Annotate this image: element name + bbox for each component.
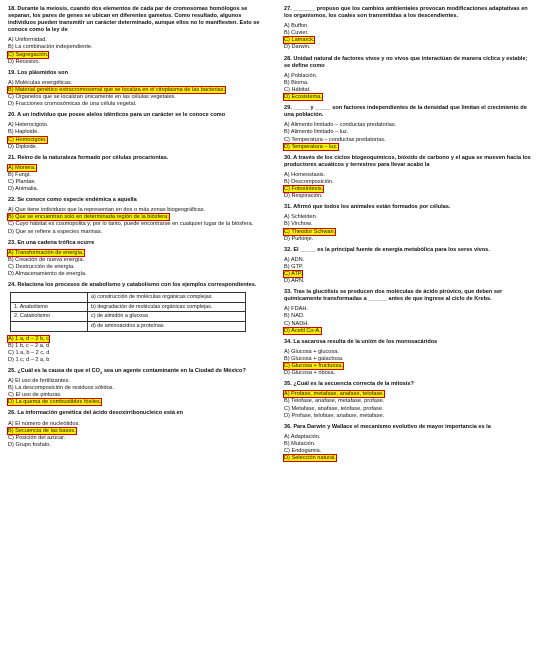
option-a: A) El uso de fertilizantes. [8,378,70,385]
option-c [284,229,534,236]
option-d: D) Almacenamiento de energía. [8,271,87,277]
option-d [284,328,534,335]
question-stem: 33. Tras la glucólisis se producen dos moléculas de ácido pirúvico, que deben ser químicamente transformadas a ______ antes de que ingrese al ciclo de Krebs. [284,289,503,303]
answer-highlight: B) Material genético extracromosomal que se localiza en el citoplasma de las bacterias. [8,86,226,93]
question-stem: 21. Reino de la naturaleza formado por células procariontas. [8,154,169,161]
option-a: A) Adaptación. [284,433,321,440]
option-c [284,271,534,278]
option-d: D) Darwin. [284,44,311,51]
table-cell-empty [11,321,88,331]
answer-highlight: B) Secuencia de las bases. [8,427,76,434]
option-c: C) Metafase, anafase, telofase, profase. [284,405,384,412]
option-a: A) Que tiene individuos que la representan en dos o más zonas biogeográficas. [8,207,206,214]
subscript: 2 [100,370,103,376]
question-stem: 35. ¿Cuál es la secuencia correcta de la mitosis? [284,381,414,388]
option-c: C) Posición del azúcar. [8,434,66,441]
option-a: A) Buffon. [284,23,309,30]
option-a: A) Uniformidad. [8,37,47,44]
option-c [284,37,534,44]
option-d: D) Animalia. [8,186,39,193]
table-cell-empty [11,293,88,303]
answer-highlight: B) Que se encuentran solo en determinada región de la biósfera. [8,214,169,221]
option-c: C) Temperatura – conductas predatorias. [284,136,386,143]
option-c [8,52,264,59]
table-cell-example: d) de aminoácidos a proteínas [88,321,246,331]
question-stem: 19. Los plásmidos son [8,69,68,76]
answer-highlight: A) Transformación de energía. [8,249,84,256]
left-column [8,6,264,453]
option-d [284,455,534,462]
option-b: B) Haploide. [8,129,39,136]
option-b: B) Descomposición. [284,178,334,185]
question-stem: 36. Para Darwin y Wallace el mecanismo evolutivo de mayor importancia es la [284,423,491,430]
option-a [284,391,534,398]
answer-highlight: A) Monera. [8,164,36,171]
option-a: A) Alimento limitado – conductas predatorias. [284,122,397,129]
question-stem: 31. Afirmó que todos los animales están formados por células. [284,204,451,211]
option-b: B) NAD. [284,313,305,320]
question-28 [284,56,534,102]
answer-highlight: D) Ecosistema. [284,94,322,101]
relation-table [10,292,246,331]
option-c: C) Hábitat. [284,86,311,93]
option-a: A) Población. [284,72,318,79]
option-c [284,186,534,193]
option-d: D) Glucosa + ribosa. [284,370,336,377]
option-c: C) El uso de pinturas. [8,392,62,399]
option-b: B) Fungi. [8,171,31,178]
question-36 [284,424,534,462]
option-d: D) Recesivo. [8,58,41,65]
option-d [284,144,534,151]
option-b: B) Telofase, anafase, metafase, profase. [284,398,385,405]
question-stem: 26. La información genética del ácido desoxirribonucleico está en [8,410,184,417]
right-column [284,6,534,466]
option-b: B) Alimento limitado – luz. [284,129,349,136]
option-c: C) Destrucción de energía. [8,263,75,270]
question-23 [8,240,264,278]
option-a: A) Schleiden. [284,214,318,221]
option-d: D) Fracciones cromosómicas de una célula vegetal. [8,101,137,108]
option-b: B) Creación de nueva energía. [8,256,85,263]
option-a: A) Heterocigoto. [8,122,49,129]
table-cell-process: 1. Anabolismo [11,302,88,312]
option-d: D) Respiración. [284,193,323,200]
answer-highlight: C) Homocigoto. [8,136,47,143]
option-a: A) Glucosa + glucosa. [284,348,339,355]
option-b: B) GTP. [284,263,304,270]
question-24 [8,282,264,364]
option-b: B) La descomposición de residuos sólidos. [8,385,115,392]
option-d [284,94,534,101]
option-b: B) Cuvier. [284,30,309,37]
option-a: A) Moléculas energéticas. [8,79,73,86]
question-stem: 18. Durante la meiosis, cuando dos elementos de cada par de cromosomas homólogos se separan, los pares de genes se ubican en diferentes gametos. Como resultado, algunos individuos pueden transmitir un carácter determinado, aunque ellos no lo manifiesten. Esto se conoce como la ley de [8,6,260,34]
option-b [8,87,264,94]
question-32 [284,247,534,285]
answer-highlight: A) 1 a, d – 2 b, c [8,335,50,342]
option-a: A) ADN. [284,256,305,263]
question-stem: 34. La sacarosa resulta de la unión de los monosacáridos [284,338,438,345]
answer-highlight: D) La quema de combustibles fósiles. [8,399,102,406]
option-c: C) NADH. [284,320,309,327]
answer-highlight: D) Acetil Co-A. [284,327,321,334]
stem-text: sea un agente contaminante en la Ciudad de México? [102,367,246,374]
option-c: C) 1 a, b – 2 c, d [8,349,50,356]
question-21 [8,155,264,193]
answer-highlight: A) Profase, metafase, anafase, telofase. [284,391,384,398]
option-c: C) Organelos que se localizan únicamente en las células vegetales. [8,94,176,101]
option-c: C) Endogamia. [284,447,322,454]
option-a [8,250,264,257]
option-b: B) 1 b, c – 2 a, d [8,342,50,349]
question-stem: 29. _____ y _____ son factores independientes de la densidad que limitan el crecimiento de una población. [284,105,527,119]
question-27 [284,6,534,52]
question-22 [8,197,264,235]
option-b: B) Bioma. [284,79,309,86]
question-33 [284,289,534,335]
option-d: D) Grupo fosfato. [8,441,51,448]
answer-highlight: C) Theodor Schwan. [284,228,336,235]
answer-highlight: C) Segregación. [8,51,49,58]
question-stem: 30. A través de los ciclos biogeoquímicos, bióxido de carbono y el agua se mueven hacia los productores acuáticos y terrestres para llevar acabo la [284,154,531,168]
table-cell-example: a) construcción de moléculas orgánicas complejas. [88,293,246,303]
option-a: A) Homeostasis. [284,171,326,178]
option-b: B) Glucosa + galactosa. [284,355,344,362]
option-b [8,428,264,435]
question-35 [284,381,534,419]
answer-highlight: C) Glucosa + fructuosa. [284,363,343,370]
answer-highlight: C) Fotosíntesis. [284,186,324,193]
question-stem: 24. Relaciona los procesos de anabolismo y catabolismo con los ejemplos correspondientes. [8,282,257,289]
table-cell-example: c) de almidón a glucosa [88,312,246,322]
table-cell-example: b) degradación de moléculas orgánicas complejas. [88,302,246,312]
option-d: D) ARN. [284,278,305,285]
question-34 [284,339,534,377]
option-a: A) FDAH. [284,306,308,313]
question-stem: 27. _______ propuso que los cambios ambientales provocan modificaciones adaptativas en los organismos, los cuales son transmitidas a los descendientes. [284,6,528,20]
question-stem: 20. A un individuo que posee alelos idénticos para un carácter se le conoce como [8,112,226,119]
question-18 [8,6,264,66]
question-29 [284,105,534,151]
table-cell-process: 2. Catabolismo [11,312,88,322]
answer-highlight: C) Lamarck. [284,37,315,44]
option-d: D) Profase, telofase, anafase, metafase. [284,412,385,419]
option-b [8,214,264,221]
option-b: B) Virchow. [284,221,313,228]
question-19 [8,70,264,108]
question-stem: 22. Se conoce como especie endémica a aquella [8,197,137,204]
option-c: C) Cuyo hábitat es cosmopolita y, por lo tanto, puede encontrarse en cualquier lugar de la biósfera. [8,221,254,228]
option-d: D) Que se refiere a especies marinas. [8,228,103,235]
option-d: D) 1 c, d – 2 a, b [8,356,50,363]
option-a [8,165,264,172]
question-stem: 32. El _____ es la principal fuente de energía metabólica para los seres vivos. [284,246,490,253]
option-c: C) Plantae. [8,178,36,185]
question-stem: 28. Unidad natural de factores vivos y no vivos que interactúan de manera cíclica y estable; se define como [284,55,528,69]
question-25 [8,368,264,406]
question-30 [284,155,534,201]
answer-highlight: C) ATP. [284,271,303,277]
question-26 [8,410,264,448]
option-a [8,336,264,343]
answer-highlight: D) Temperatura – luz. [284,143,338,150]
answer-highlight: D) Selección natural. [284,455,336,462]
question-stem: 23. En una cadena trófica ocurre [8,239,95,246]
option-b: B) La combinación independiente. [8,44,93,51]
option-b: B) Mutación. [284,440,316,447]
option-a: A) El número de nucleótidos. [8,420,80,427]
option-c [284,363,534,370]
option-d: D) Purkinje. [284,235,314,242]
option-d [8,399,264,406]
question-stem [8,368,264,375]
option-c [8,137,264,144]
stem-text: 25. ¿Cuál es la causa de que el CO [8,367,101,374]
question-31 [284,204,534,242]
option-d: D) Diploide. [8,143,38,150]
question-20 [8,112,264,150]
